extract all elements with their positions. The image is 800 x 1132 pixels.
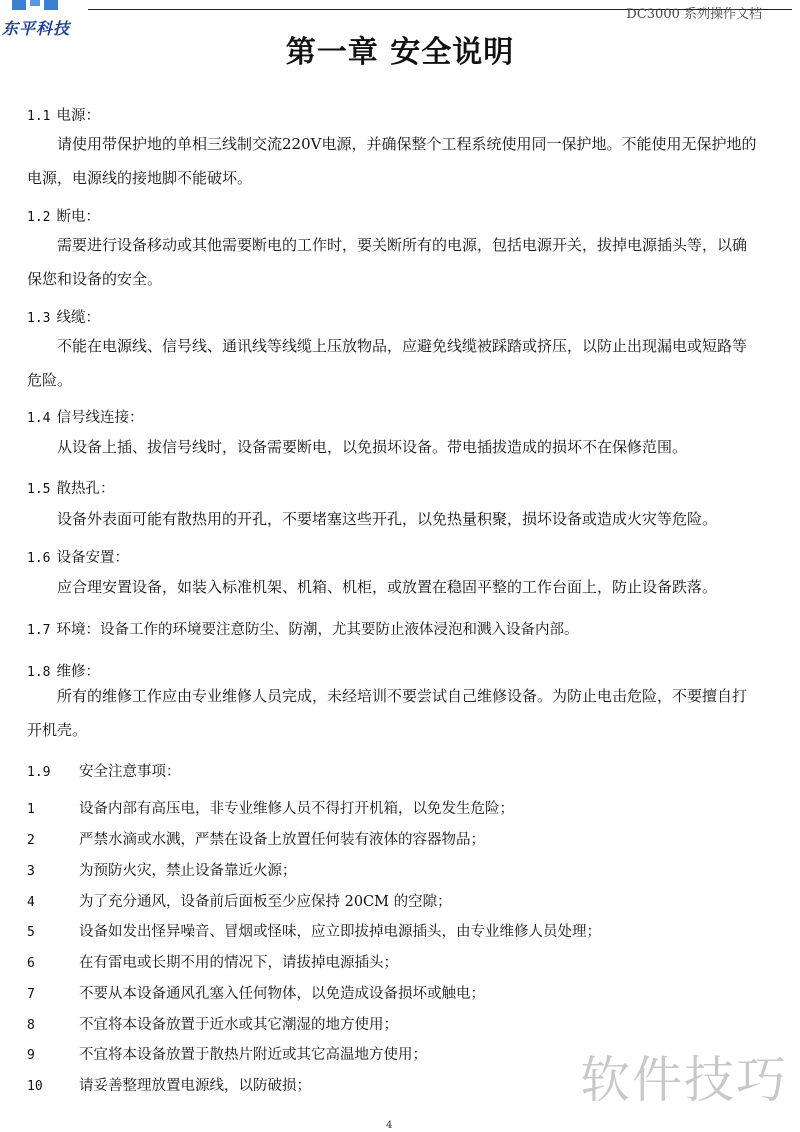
section-number: 1.1 <box>27 109 51 124</box>
section-heading <box>27 104 100 125</box>
section-body: 应合理安置设备，如装入标准机架、机箱、机柜，或放置在稳固平整的工作台面上，防止设备跌落。 <box>57 578 718 596</box>
section-title: 环境：设备工作的环境要注意防尘、防潮，尤其要防止液体浸泡和溅入设备内部。 <box>56 622 579 638</box>
item-text: 不宜将本设备放置于散热片附近或其它高温地方使用； <box>79 1047 427 1063</box>
section-number: 1.6 <box>27 551 51 566</box>
section-heading <box>27 306 100 327</box>
section-number: 1.7 <box>27 623 51 638</box>
list-item <box>27 982 485 1003</box>
item-number: 9 <box>27 1048 35 1063</box>
list-item <box>27 920 601 941</box>
item-number: 4 <box>27 895 35 910</box>
item-text: 为预防火灾，禁止设备靠近火源； <box>79 863 297 879</box>
section-number: 1.2 <box>27 210 51 225</box>
section-body: 所有的维修工作应由专业维修人员完成，未经培训不要尝试自己维修设备。为防止电击危险，不要擅自打开机壳。 <box>27 687 748 739</box>
item-text: 在有雷电或长期不用的情况下，请拔掉电源插头； <box>79 955 398 971</box>
logo-text: 东平科技 <box>2 19 71 38</box>
logo-mark-icon <box>8 0 78 16</box>
section-number: 1.5 <box>27 482 51 497</box>
section-heading <box>27 205 100 226</box>
list-item <box>27 890 452 911</box>
item-text: 请妥善整理放置电源线，以防破损； <box>79 1078 311 1094</box>
list-item <box>27 859 297 880</box>
item-number: 10 <box>27 1079 43 1094</box>
section-heading <box>27 618 578 639</box>
section-title: 断电： <box>56 209 100 225</box>
item-text: 设备内部有高压电，非专业维修人员不得打开机箱，以免发生危险； <box>79 801 514 817</box>
list-item <box>27 797 514 818</box>
item-text: 不宜将本设备放置于近水或其它潮湿的地方使用； <box>79 1017 398 1033</box>
section-number: 1.9 <box>27 765 51 780</box>
section-title: 维修： <box>56 664 100 680</box>
section-heading <box>27 760 181 781</box>
item-number: 5 <box>27 925 35 940</box>
section-title: 安全注意事项： <box>79 764 181 780</box>
item-text: 不要从本设备通风孔塞入任何物体，以免造成设备损坏或触电； <box>79 986 485 1002</box>
item-number: 3 <box>27 864 35 879</box>
chapter-title: 第一章 安全说明 <box>285 35 515 70</box>
item-number: 1 <box>27 802 35 817</box>
section-number: 1.8 <box>27 665 51 680</box>
item-text: 设备如发出怪异噪音、冒烟或怪味，应立即拔掉电源插头，由专业维修人员处理； <box>79 924 601 940</box>
section-title: 电源： <box>56 108 100 124</box>
section-title: 信号线连接： <box>56 410 144 426</box>
list-item <box>27 828 485 849</box>
header-rule <box>88 7 792 22</box>
section-title: 设备安置： <box>56 550 129 566</box>
item-text: 为了充分通风，设备前后面板至少应保持 20CM 的空隙； <box>79 894 452 910</box>
section-title: 散热孔： <box>56 481 115 497</box>
section-body: 需要进行设备移动或其他需要断电的工作时，要关断所有的电源，包括电源开关，拔掉电源插头等，以确保您和设备的安全。 <box>27 236 748 288</box>
item-number: 6 <box>27 956 35 971</box>
section-heading <box>27 546 129 567</box>
section-title: 线缆： <box>56 310 100 326</box>
item-number: 2 <box>27 833 35 848</box>
section-body: 设备外表面可能有散热用的开孔，不要堵塞这些开孔，以免热量积聚，损坏设备或造成火灾等危险。 <box>57 510 718 528</box>
item-number: 7 <box>27 987 35 1002</box>
section-number: 1.3 <box>27 311 51 326</box>
list-item <box>27 1043 427 1064</box>
section-body: 不能在电源线、信号线、通讯线等线缆上压放物品，应避免线缆被踩踏或挤压，以防止出现漏电或短路等危险。 <box>27 337 748 389</box>
section-number: 1.4 <box>27 411 51 426</box>
list-item <box>27 1074 311 1095</box>
page-number: 4 <box>386 1120 393 1131</box>
watermark: 软件技巧 <box>580 1051 788 1109</box>
list-item <box>27 1013 398 1034</box>
section-body: 从设备上插、拔信号线时，设备需要断电，以免损坏设备。带电插拔造成的损坏不在保修范围。 <box>57 438 688 456</box>
section-heading <box>27 406 143 427</box>
document-title: DC3000 系列操作文档 <box>626 7 762 22</box>
section-heading <box>27 660 100 681</box>
section-heading <box>27 477 114 498</box>
item-text: 严禁水滴或水溅，严禁在设备上放置任何装有液体的容器物品； <box>79 832 485 848</box>
section-body: 请使用带保护地的单相三线制交流220V电源，并确保整个工程系统使用同一保护地。不能使用无保护地的电源，电源线的接地脚不能破坏。 <box>27 135 757 187</box>
item-number: 8 <box>27 1018 35 1033</box>
list-item <box>27 951 398 972</box>
